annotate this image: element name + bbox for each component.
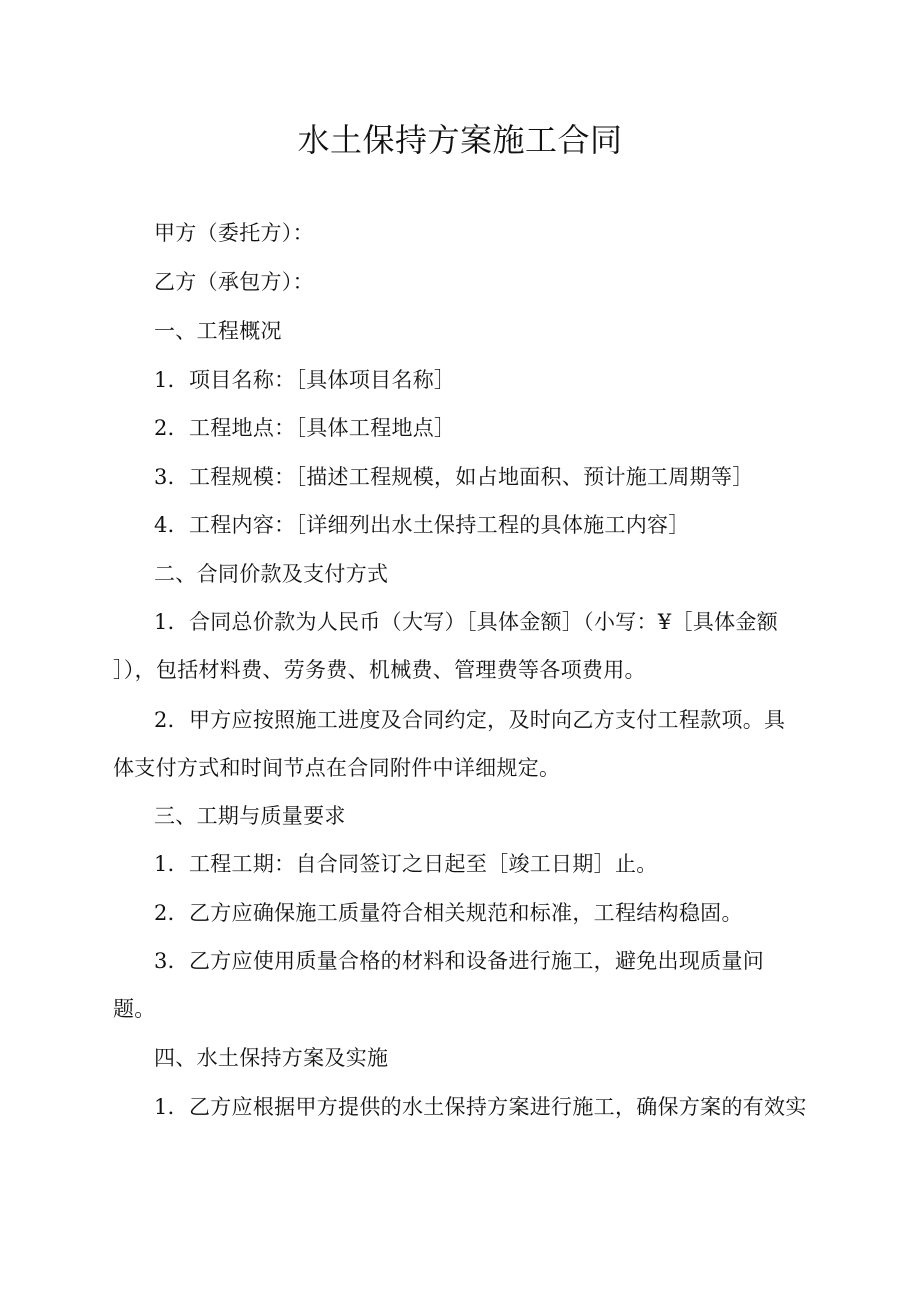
section-1-heading: 一、工程概况 bbox=[154, 319, 282, 343]
section-3-item-3-line-2: 题。 bbox=[113, 997, 156, 1021]
section-4-heading: 四、水土保持方案及实施 bbox=[154, 1046, 389, 1070]
section-1-item-4: 4．工程内容：［详细列出水土保持工程的具体施工内容］ bbox=[154, 513, 690, 537]
document-title: 水土保持方案施工合同 bbox=[297, 121, 623, 159]
section-1-item-3: 3．工程规模：［描述工程规模，如占地面积、预计施工周期等］ bbox=[154, 465, 754, 489]
section-3-item-2: 2．乙方应确保施工质量符合相关规范和标准，工程结构稳固。 bbox=[154, 901, 743, 925]
party-b-line: 乙方（承包方）： bbox=[154, 270, 314, 294]
party-a-line: 甲方（委托方）： bbox=[154, 221, 314, 245]
section-2-item-2-line-1: 2．甲方应按照施工进度及合同约定，及时向乙方支付工程款项。具 bbox=[154, 708, 786, 732]
section-3-heading: 三、工期与质量要求 bbox=[154, 804, 346, 828]
section-2-item-1-line-2: ］），包括材料费、劳务费、机械费、管理费等各项费用。 bbox=[113, 658, 646, 682]
section-4-item-1-line-1: 1．乙方应根据甲方提供的水土保持方案进行施工，确保方案的有效实 bbox=[154, 1095, 807, 1119]
section-2-item-2-line-2: 体支付方式和时间节点在合同附件中详细规定。 bbox=[113, 756, 561, 780]
section-3-item-1: 1．工程工期：自合同签订之日起至［竣工日期］止。 bbox=[154, 852, 658, 876]
section-1-item-1: 1．项目名称：［具体项目名称］ bbox=[154, 368, 456, 392]
section-3-item-3-line-1: 3．乙方应使用质量合格的材料和设备进行施工，避免出现质量问 bbox=[154, 949, 765, 973]
section-1-item-2: 2．工程地点：［具体工程地点］ bbox=[154, 416, 456, 440]
section-2-heading: 二、合同价款及支付方式 bbox=[154, 562, 389, 586]
section-2-item-1-line-1: 1．合同总价款为人民币（大写）［具体金额］（小写：¥［具体金额 bbox=[154, 610, 779, 634]
